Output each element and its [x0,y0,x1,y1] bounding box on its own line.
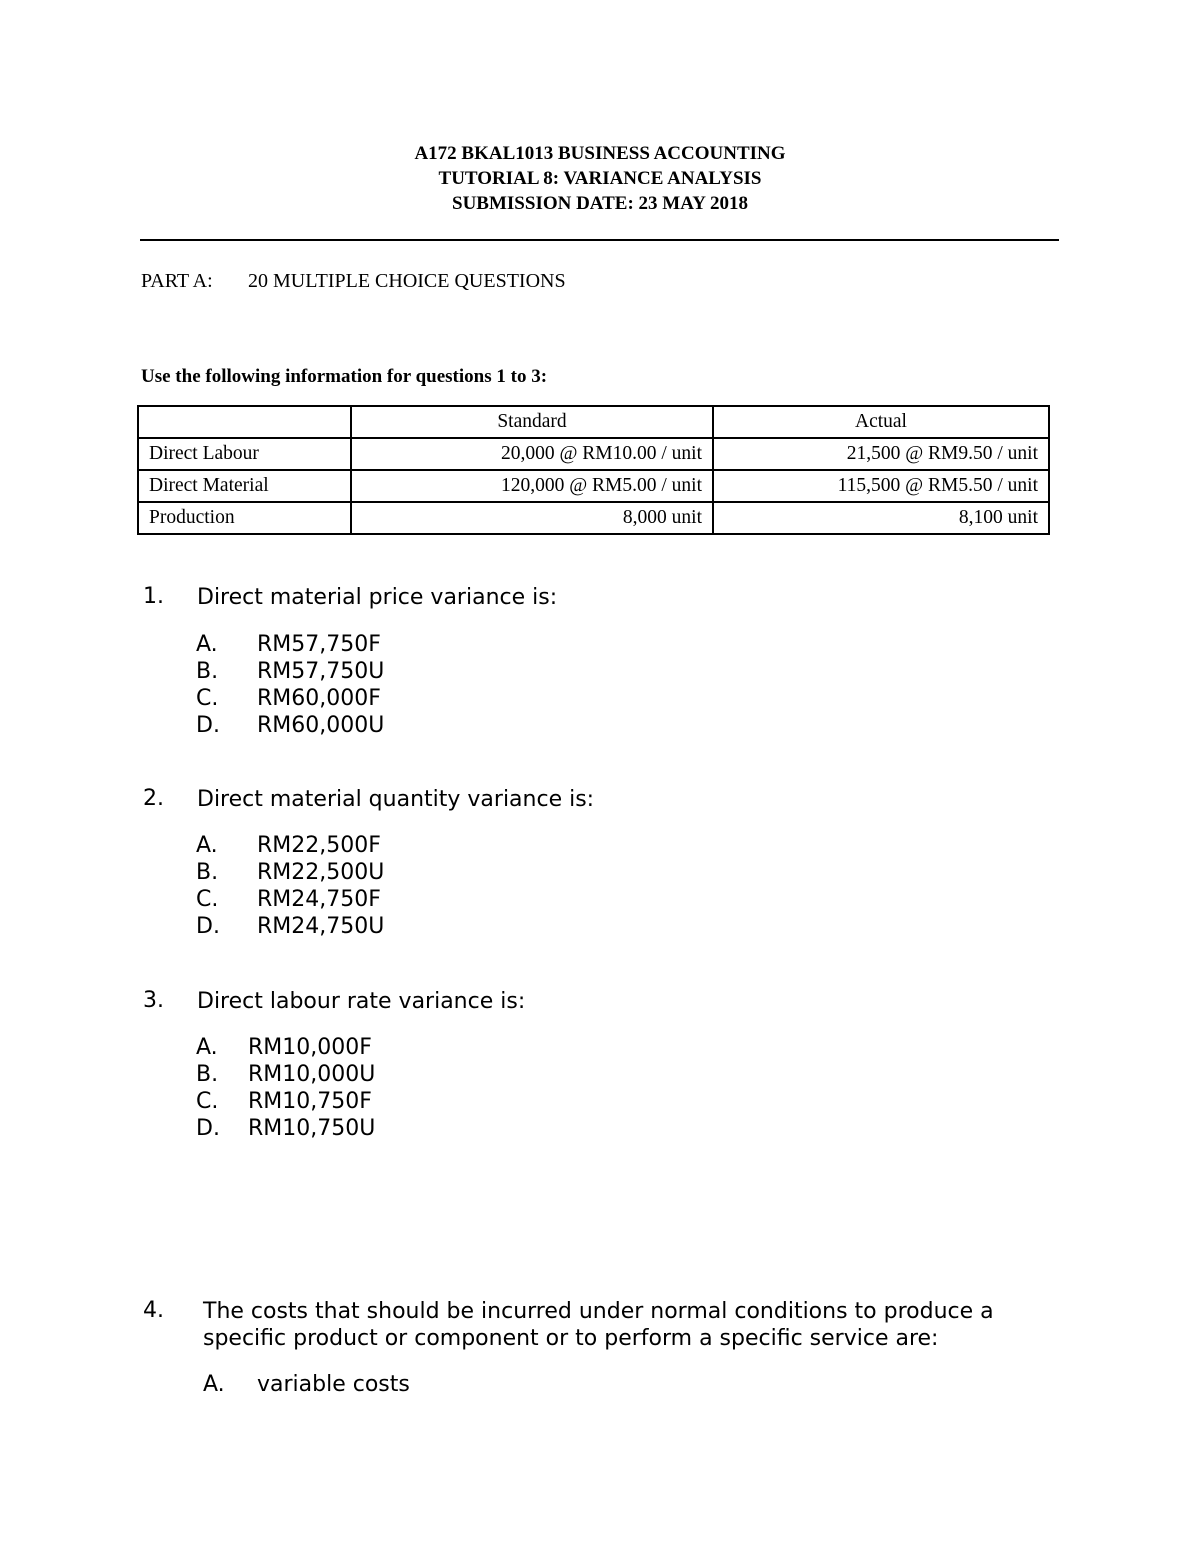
table-cell: 120,000 @ RM5.00 / unit [351,470,713,502]
option-letter: B. [196,659,219,684]
question-text-line-1: The costs that should be incurred under normal conditions to produce a [203,1299,994,1324]
option-letter: D. [196,713,220,738]
part-label: PART A: [141,270,213,292]
part-title: 20 MULTIPLE CHOICE QUESTIONS [248,270,566,292]
table-cell: 8,100 unit [713,502,1049,534]
option-text: RM10,750U [248,1116,376,1141]
table-row [138,438,1049,470]
question-text-line-2: specific product or component or to perform a specific service are: [203,1326,939,1351]
table-header-cell [138,406,351,438]
option-text: RM57,750F [257,632,381,657]
table-row [138,502,1049,534]
header-divider [140,239,1059,241]
info-intro: Use the following information for questions 1 to 3: [141,366,548,387]
table-header-cell: Actual [713,406,1049,438]
option-letter: D. [196,1116,220,1141]
table-cell: Direct Labour [138,438,351,470]
option-text: RM22,500F [257,833,381,858]
option-letter: B. [196,1062,219,1087]
submission-date: SUBMISSION DATE: 23 MAY 2018 [452,193,748,214]
option-text: RM60,000U [257,713,385,738]
course-title: A172 BKAL1013 BUSINESS ACCOUNTING [414,143,786,164]
option-letter: C. [196,686,219,711]
option-letter: A. [196,1035,218,1060]
table-cell: Production [138,502,351,534]
option-letter: A. [203,1372,225,1397]
question-text: Direct material price variance is: [197,585,558,610]
table-cell: 21,500 @ RM9.50 / unit [713,438,1049,470]
option-letter: C. [196,1089,219,1114]
table-header-cell: Standard [351,406,713,438]
option-letter: C. [196,887,219,912]
option-letter: B. [196,860,219,885]
table-row [138,470,1049,502]
option-letter: A. [196,833,218,858]
table-cell: 115,500 @ RM5.50 / unit [713,470,1049,502]
question-number: 4. [143,1298,164,1323]
option-text: RM24,750F [257,887,381,912]
option-letter: D. [196,914,220,939]
question-text: Direct labour rate variance is: [197,989,526,1014]
option-text: RM22,500U [257,860,385,885]
table-cell: Direct Material [138,470,351,502]
variance-info-table [137,405,1050,535]
option-text: RM24,750U [257,914,385,939]
part-heading [141,270,566,293]
option-text: RM10,000F [248,1035,372,1060]
question-number: 1. [143,584,164,609]
table-header-row [138,406,1049,438]
option-text: RM10,000U [248,1062,376,1087]
document-header [0,141,1200,216]
option-text: RM57,750U [257,659,385,684]
option-text: RM10,750F [248,1089,372,1114]
question-number: 3. [143,988,164,1013]
table-cell: 8,000 unit [351,502,713,534]
table-cell: 20,000 @ RM10.00 / unit [351,438,713,470]
option-text: variable costs [257,1372,410,1397]
option-letter: A. [196,632,218,657]
tutorial-title: TUTORIAL 8: VARIANCE ANALYSIS [438,168,762,189]
question-text: Direct material quantity variance is: [197,787,595,812]
option-text: RM60,000F [257,686,381,711]
question-number: 2. [143,786,164,811]
